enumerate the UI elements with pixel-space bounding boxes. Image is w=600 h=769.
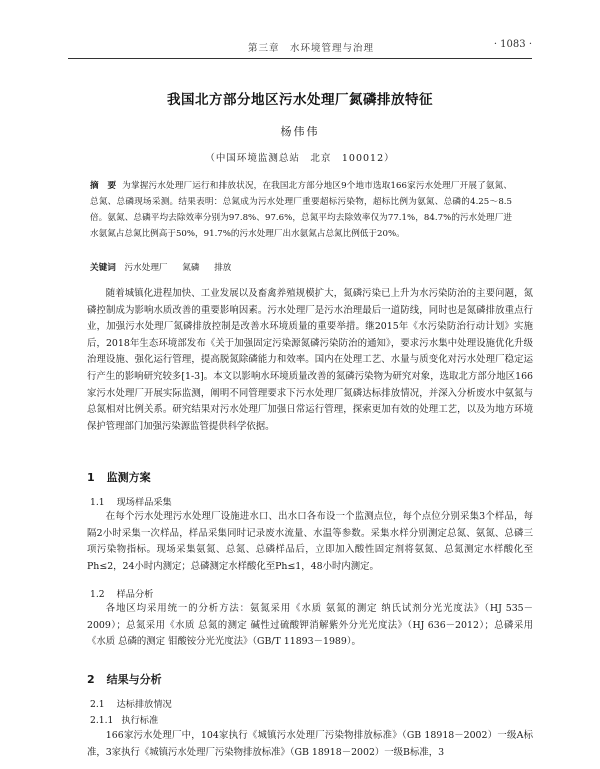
paper-title: 我国北方部分地区污水处理厂氮磷排放特征 [167,92,433,108]
section-heading-2 [87,671,162,687]
section-number: 2 [87,673,95,686]
subsection-number: 2.1 [90,699,105,710]
subsection-title: 现场样品采集 [116,497,172,508]
section-title: 监测方案 [106,471,151,484]
paragraph-standards: 166家污水处理厂中，104家执行《城镇污水处理厂污染物排放标准》（GB 18918－2002）一级A标准，3家执行《城镇污水处理厂污染物排放标准》（GB 18918－2002）一级B标准，3 [87,730,533,758]
subsection-number: 1.2 [90,589,105,600]
abstract-label: 摘 要 [90,181,117,191]
abstract [90,178,512,242]
keywords [90,261,512,275]
subsubsection-number: 2.1.1 [90,715,114,726]
keyword-item: 氮磷 [182,263,200,273]
abstract-text: 为掌握污水处理厂运行和排放状况，在我国北方部分地区9个地市选取166家污水处理厂开展了氨氮、总氮、总磷现场采测。结果表明：总氮成为污水处理厂重要超标污染物，超标比例为氨氮、总磷的4.25～8.5倍。氨氮、总磷平均去除效率分别为97.8%、97.6%，总氮平均去除效率仅为77.1%，84.7%的污水处理厂进水氨氮占总氮比例高于50%，91.7%的污水处理厂出水氨氮占总氮比例低于20%。 [90,181,512,239]
header-rule [68,58,532,59]
subsection-heading-1-1 [90,494,172,508]
subsection-heading-1-2 [90,586,153,600]
section-number: 1 [87,471,95,484]
running-header-chapter: 第三章 水环境管理与治理 [248,43,375,54]
page-number: · 1083 · [493,39,532,50]
keywords-label: 关键词 [90,263,116,273]
subsection-heading-2-1 [90,696,172,710]
subsection-number: 1.1 [90,497,105,508]
subsubsection-heading-2-1-1 [90,712,158,726]
author-affiliation: （中国环境监测总站 北京 100012） [205,153,395,164]
section-title: 结果与分析 [106,673,162,686]
section-heading-1 [87,469,151,485]
keyword-item: 污水处理厂 [124,263,168,273]
paragraph-analysis: 各地区均采用统一的分析方法：氨氮采用《水质 氨氮的测定 纳氏试剂分光光度法》（HJ 535－2009）；总氮采用《水质 总氮的测定 碱性过硫酸钾消解紫外分光光度法》（HJ 636－2012）；总磷采用《水质 总磷的测定 钼酸铵分光光度法》（GB/T 11893－1989）。 [87,603,533,648]
subsubsection-title: 执行标准 [121,715,159,726]
paragraph-sampling: 在每个污水处理污水处理厂设施进水口、出水口各布设一个监测点位，每个点位分别采集3个样品，每隔2小时采集一次样品，样品采集同时记录废水流量、水温等参数。采集水样分别测定总氮、氨氮、总磷三项污染物指标。现场采集氨氮、总氮、总磷样品后，立即加入酸性固定剂将氨氮、总氮测定水样酸化至Ph≤2，24小时内测定；总磷测定水样酸化至Ph≤1，48小时内测定。 [87,511,533,572]
author-name: 杨伟伟 [280,125,320,138]
subsection-title: 达标排放情况 [116,699,172,710]
keyword-item: 排放 [214,263,232,273]
introduction-paragraph: 随着城镇化进程加快、工业发展以及畜禽养殖规模扩大，氮磷污染已上升为水污染防治的主要问题，氮磷控制成为影响水质改善的重要影响因素。污水处理厂是污水治理最后一道防线，同时也是氮磷排放重点行业，加强污水处理厂氮磷排放控制是改善水环境质量的重要举措。继2015年《水污染防治行动计划》实施后，2018年生态环境部发布《关于加强固定污染源氮磷污染防治的通知》，要求污水集中处理设施优化升级治理设施、强化运行管理，提高脱氮除磷能力和效率。国内在处理工艺、水量与质变化对污水处理厂稳定运行产生的影响研究较多[1-3]。本文以影响水环境质量改善的氮磷污染物为研究对象，选取北方部分地区166家污水处理厂开展实际监测，阐明不同管理要求下污水处理厂氮磷达标排放情况，并深入分析废水中氨氮与总氮相对比例关系。研究结果对污水处理厂加强日常运行管理，探索更加有效的处理工艺，以及为地方环境保护管理部门加强污染源监管提供科学依据。 [87,288,533,432]
running-header [68,38,532,58]
subsection-title: 样品分析 [116,589,154,600]
